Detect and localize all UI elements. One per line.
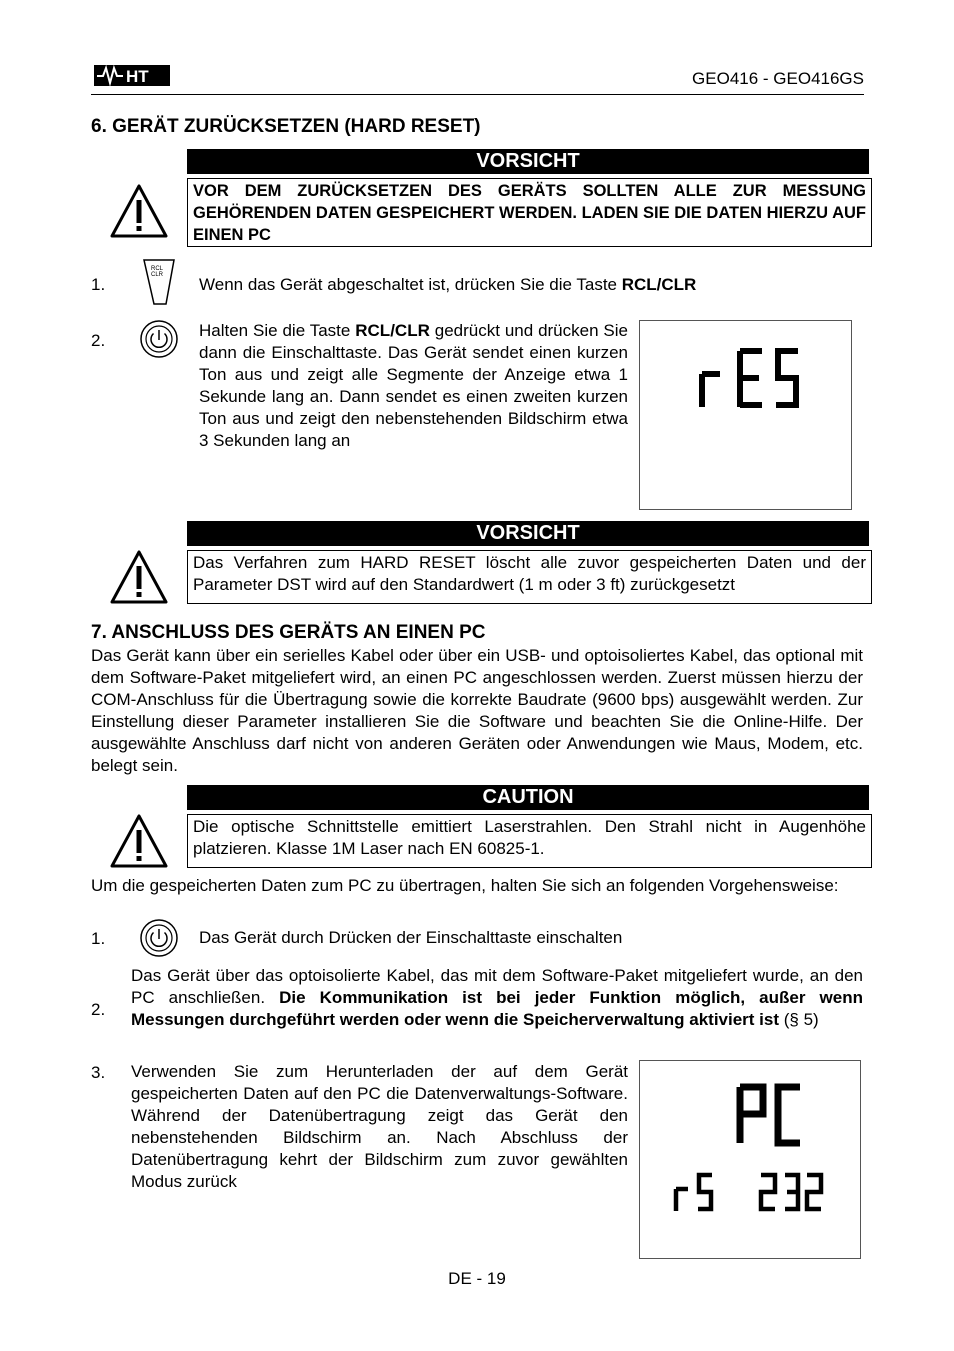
svg-text:CLR: CLR xyxy=(151,272,164,278)
s6-step1-text: Wenn das Gerät abgeschaltet ist, drücken Sie die Taste RCL/CLR xyxy=(199,275,697,294)
warning-triangle-icon xyxy=(109,549,169,605)
power-button-icon xyxy=(139,319,179,359)
svg-text:HT: HT xyxy=(126,67,149,86)
warning-triangle-icon xyxy=(109,813,169,869)
section-7-title: 7. ANSCHLUSS DES GERÄTS AN EINEN PC xyxy=(91,622,486,643)
s7-step1-number: 1. xyxy=(91,929,106,948)
s6-step1-number: 1. xyxy=(91,275,106,294)
caution-banner: CAUTION xyxy=(187,785,869,810)
s7-step2-text: Das Gerät über das optoisolierte Kabel, das mit dem Software-Paket mitgeliefert wurde, an den PC anschließen. Die Kommunikation ist bei jeder Funktion möglich, außer wenn Messungen durchgeführt werden oder wenn die Speicherverwaltung aktiviert ist (§ 5) xyxy=(131,966,863,1029)
lcd-pc-segments xyxy=(640,1061,860,1258)
warning-text-2: Das Verfahren zum HARD RESET löscht alle zuvor gespeicherten Daten und der Parameter DST wird auf den Standardwert (1 m oder 3 ft) zurückgesetzt xyxy=(187,550,872,604)
s7-step3-number: 3. xyxy=(91,1063,106,1082)
warning-text-1: VOR DEM ZURÜCKSETZEN DES GERÄTS SOLLTEN ALLE ZUR MESSUNG GEHÖRENDEN DATEN GESPEICHERT WERDEN. LADEN SIE DIE DATEN HIERZU AUF EINEN PC xyxy=(187,178,872,247)
model-label: GEO416 - GEO416GS xyxy=(692,69,864,88)
lcd-display-res xyxy=(639,320,852,510)
s7-step1-text: Das Gerät durch Drücken der Einschalttaste einschalten xyxy=(199,928,623,947)
s7-intro: Das Gerät kann über ein serielles Kabel oder über ein USB- und optoisoliertes Kabel, das optional mit dem Software-Paket mitgeliefert wird, an einen PC angeschlossen werden. Zuerst müssen hierzu der COM-Anschluss für die Übertragung sowie die korrekte Baudrate (9600 bps) ausgewählt werden. Zur Einstellung dieser Parameter installieren Sie die Software und beachten Sie die Online-Hilfe. Der ausgewählte Anschluss darf nicht von anderen Geräten oder Anwendungen wie Maus, Modem, etc. belegt sein. xyxy=(91,646,863,775)
lcd-display-pc xyxy=(639,1060,861,1259)
s7-lead: Um die gespeicherten Daten zum PC zu übertragen, halten Sie sich an folgenden Vorgehensweise: xyxy=(91,876,839,895)
caution-text: Die optische Schnittstelle emittiert Laserstrahlen. Den Strahl nicht in Augenhöhe platzieren. Klasse 1M Laser nach EN 60825-1. xyxy=(187,814,872,868)
lcd-res-segments xyxy=(640,321,851,509)
warning-triangle-icon xyxy=(109,183,169,239)
s6-step2-text: Halten Sie die Taste RCL/CLR gedrückt und drücken Sie dann die Einschalttaste. Das Gerät sendet einen kurzen Ton aus und zeigt alle Segmente der Anzeige etwa 1 Sekunde lang an. Dann sendet es einen zweiten kurzen Ton aus und zeigt den nebenstehenden Bildschirm etwa 3 Sekunden lang an xyxy=(199,321,628,450)
rcl-clr-key-icon xyxy=(142,258,176,308)
s7-step3-text: Verwenden Sie zum Herunterladen der auf dem Gerät gespeicherten Daten auf den PC die Datenverwaltungs-Software. Während der Datenübertragung zeigt das Gerät den nebenstehenden Bildschirm an. Nach Abschluss der Datenübertragung kehrt der Bildschirm zum zuvor gewählten Modus zurück xyxy=(131,1062,628,1191)
ht-logo xyxy=(93,62,171,88)
header-rule xyxy=(91,94,864,95)
warning-banner-2: VORSICHT xyxy=(187,521,869,546)
s6-step2-number: 2. xyxy=(91,331,106,350)
s7-step2-number: 2. xyxy=(91,1000,106,1019)
warning-banner-1: VORSICHT xyxy=(187,149,869,174)
page-number: DE - 19 xyxy=(448,1269,506,1288)
power-button-icon xyxy=(139,918,179,958)
svg-text:RCL: RCL xyxy=(151,266,164,272)
section-6-title: 6. GERÄT ZURÜCKSETZEN (HARD RESET) xyxy=(91,116,481,137)
